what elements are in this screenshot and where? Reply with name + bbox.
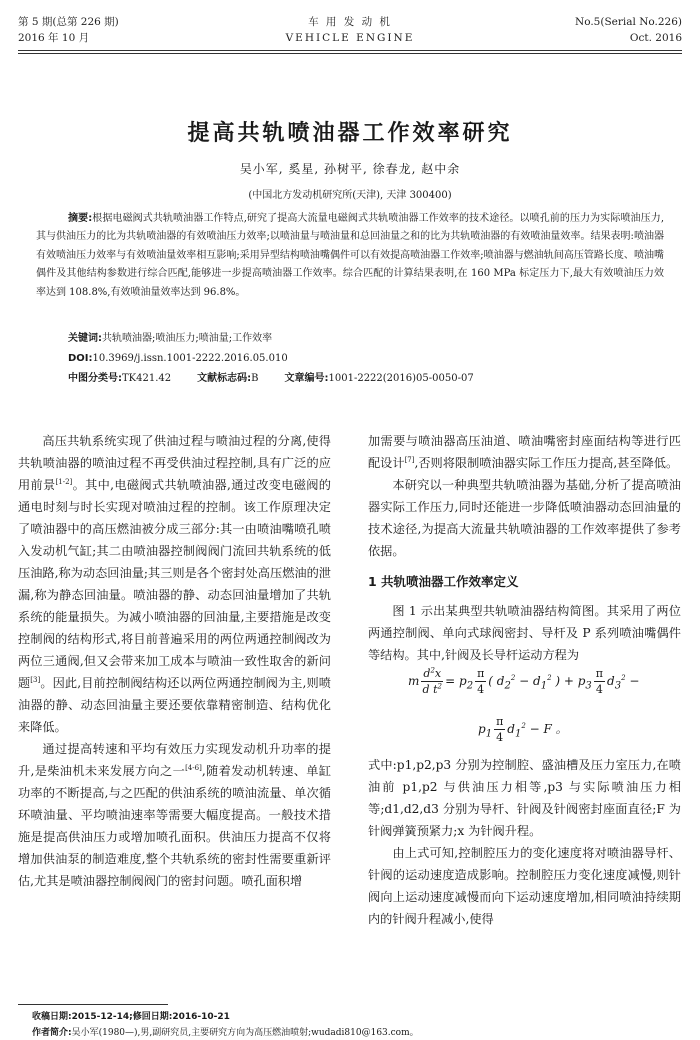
classification	[68, 371, 474, 387]
issue-en: No.5(Serial No.226)	[575, 16, 682, 28]
left-column	[18, 430, 331, 892]
header-divider	[18, 53, 682, 54]
paragraph-text: ,否则将限制喷油器实际工作压力提高,甚至降低。	[414, 456, 679, 470]
equation	[368, 666, 681, 754]
paragraph: 图 1 示出某典型共轨喷油器结构简图。其采用了两位两通控制阀、单向式球阀密封、导杆及 P 系列喷油嘴偶件等结构。其中,针阀及长导杆运动方程为	[368, 604, 681, 662]
abstract-label: 摘要:	[68, 213, 93, 224]
paragraph-text: 通过提高转速和平均有效压力实现发动机升功率的提升,是柴油机未来发展方向之一	[18, 742, 331, 778]
author-bio-label: 作者简介:	[32, 1028, 72, 1038]
header-right	[575, 14, 682, 46]
paragraph: 由上式可知,控制腔压力的变化速度将对喷油器导杆、针阀的运动速度造成影响。控制腔压力变化速度减慢,则针阀向上运动速度减慢而向下运动速度增加,相同喷油持续期内的针阀升程减小,使得	[368, 846, 681, 926]
paragraph	[18, 430, 331, 738]
abstract	[36, 210, 664, 302]
header-divider	[18, 50, 682, 51]
affiliation: (中国北方发动机研究所(天津), 天津 300400)	[248, 190, 452, 201]
paragraph-text: 高压共轨系统实现了供油过程与喷油过程的分离,使得共轨喷油器的喷油过程不再受供油过程控制,具有广泛的应用前景	[18, 434, 331, 492]
citation: [3]	[30, 675, 41, 684]
abstract-text: 根据电磁阀式共轨喷油器工作特点,研究了提高大流量电磁阀式共轨喷油器工作效率的技术途径。以喷孔前的压力为实际喷油压力,其与供油压力的比为共轨喷油器的有效喷油压力效率;以喷油量与喷油量和总回油量之和的比为共轨喷油器的有效喷油量效率。结果表明:喷油器有效喷油压力效率与有效喷油量效率相互影响;采用异型结构喷油嘴偶件可以有效提高喷油器工作效率;喷油器与燃油轨间高压管路长度、喷油嘴偶件及其他结构参数进行综合匹配,能够进一步提高喷油器工作效率。综合匹配的计算结果表明,在 160 MPa 标定压力下,最大有效喷油压力效率达到 108.8%,有效喷油量效率达到 96.8%。	[36, 213, 664, 298]
paragraph-text: 。其中,电磁阀式共轨喷油器,通过改变电磁阀的通电时刻与时长实现对喷油过程的控制。该工作原理决定了喷油器中的高压燃油被分成三部分:其一由喷油嘴喷孔喷入发动机气缸;其二由喷油器控制阀阀门流回共轨系统的低压油路,称为动态回油量;其三则是各个密封处高压燃油的泄漏,称为静态回油量。喷油器的静、动态回油量增加了共轨系统的能量损失。为减小喷油器的回油量,主要措施是改变控制阀的结构形式,将目前普遍采用的两位两通控制阀改为两位三通阀,但又会带来加工成本与喷油一致性取舍的新问题	[18, 478, 331, 690]
doi-text: 10.3969/j.issn.1001-2222.2016.05.010	[92, 353, 288, 364]
paragraph: 式中:p1,p2,p3 分别为控制腔、盛油槽及压力室压力,在喷油前 p1,p2 与供油压力相等,p3 与实际喷油压力相等;d1,d2,d3 分别为导杆、针阀及针阀密封座面直径;F 为针阀弹簧预紧力;x 为针阀升程。	[368, 758, 681, 838]
citation: [4-6]	[185, 763, 202, 772]
keywords-text: 共轨喷油器;喷油压力;喷油量;工作效率	[102, 333, 273, 344]
paragraph-text: 加需要与喷油器高压油道、喷油嘴密封座面结构等进行匹配设计	[368, 434, 681, 470]
article-number: 1001-2222(2016)05-0050-07	[328, 373, 474, 384]
page-title: 提高共轨喷油器工作效率研究	[187, 121, 513, 146]
section-heading: 1 共轨喷油器工作效率定义	[368, 574, 519, 589]
doc-code: B	[251, 373, 259, 384]
doi	[68, 351, 288, 367]
doc-code-label: 文献标志码:	[197, 373, 252, 384]
paragraph	[368, 430, 681, 474]
citation: [1-2]	[55, 477, 73, 486]
keywords-label: 关键词:	[68, 333, 102, 344]
date-en: Oct. 2016	[629, 32, 682, 44]
author-bio-text: 吴小军(1980—),男,副研究员,主要研究方向为高压燃油喷射;wudadi810@163.com。	[71, 1028, 419, 1038]
right-column	[368, 430, 681, 930]
received-text: 收稿日期:2015-12-14;修回日期:2016-10-21	[32, 1012, 230, 1022]
received-date	[32, 1010, 230, 1024]
authors: 吴小军, 奚星, 孙树平, 徐春龙, 赵中余	[239, 162, 461, 176]
paragraph-text: ,随着发动机转速、单缸功率的不断提高,与之匹配的供油系统的喷油流量、单次循环喷油量、平均喷油速率等需要大幅度提高。一般技术措施是提高供油压力或增加喷孔面积。供油压力提高不仅将增加供油泵的制造难度,整个共轨系统的密封性需要重新评估,尤其是喷油器控制阀阀门的密封问题。喷孔面积增	[18, 764, 332, 888]
clc-label: 中图分类号:	[68, 373, 122, 384]
paragraph: 本研究以一种典型共轨喷油器为基础,分析了提高喷油器实际工作压力,同时还能进一步降低喷油器动态回油量的技术途径,为提高大流量共轨喷油器的工作效率提供了参考依据。	[368, 478, 681, 558]
citation: [7]	[404, 455, 415, 464]
equation-line: $p_1$ $\frac{\pi}{4}$ $d_1^2 - F$ 。	[478, 715, 568, 744]
date-cn: 2016 年 10 月	[18, 32, 90, 44]
footnote-divider	[18, 1004, 168, 1005]
paragraph-text: 。因此,目前控制阀结构还以两位两通控制阀为主,则喷油器的静、动态回油量主要还要依靠精密制造、结构优化来降低。	[18, 676, 331, 734]
issue-cn: 第 5 期(总第 226 期)	[18, 16, 119, 28]
article-number-label: 文章编号:	[284, 373, 329, 384]
paragraph	[18, 738, 331, 892]
doi-label: DOI:	[68, 353, 93, 364]
keywords	[68, 331, 272, 347]
author-bio	[32, 1026, 419, 1040]
journal-en: VEHICLE ENGINE	[285, 32, 415, 44]
equation-line: m $\frac{d^2x}{d t^2}$ = $p_2$ $\frac{\pi}{4}$ ( $d_2^2 - d_1^2$ ) + $p_3$ $\frac{\pi}{4}$ $d_3^2$ −	[408, 666, 640, 696]
journal-cn: 车 用 发 动 机	[308, 16, 392, 28]
clc-code: TK421.42	[122, 373, 172, 384]
